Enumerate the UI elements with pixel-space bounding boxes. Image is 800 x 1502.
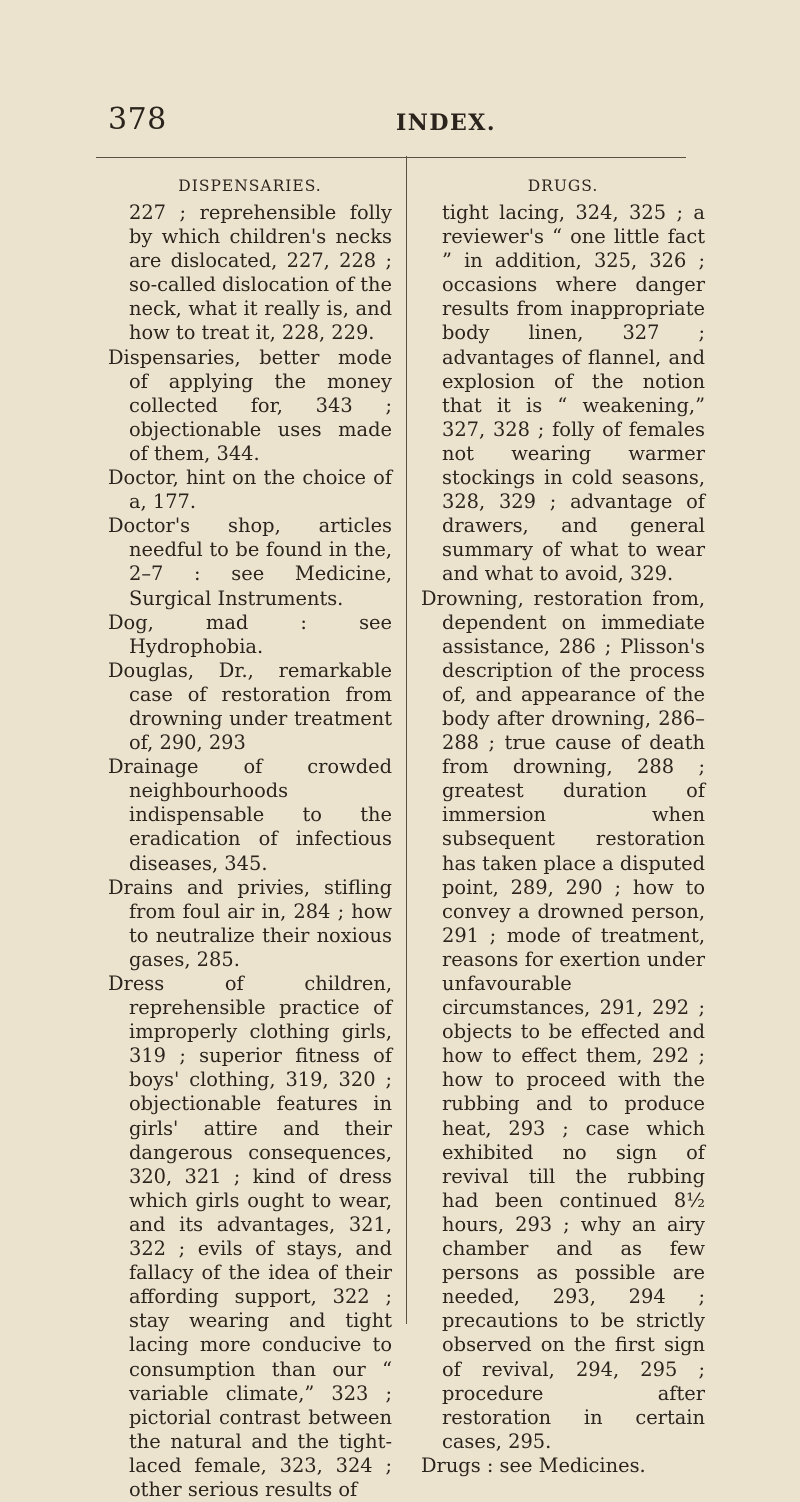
- page-header: [108, 102, 670, 142]
- left-column: [108, 174, 392, 1502]
- right-column-head: DRUGS.: [527, 177, 599, 195]
- index-entry: Dog, mad : see Hydrophobia.: [108, 610, 392, 658]
- index-entry: Drainage of crowded neighbourhoods indispensable to the eradication of infectious diseases, 345.: [108, 755, 392, 875]
- index-entry: Dress of children, reprehensible practice of improperly clothing girls, 319 ; superior fitness of boys' clothing, 319, 320 ; objectionable features in girls' attire and their dangerous consequences, 320, 321 ; kind of dress which girls ought to wear, and its advantages, 321, 322 ; evils of stays, and fallacy of the idea of their affording support, 322 ; stay wearing and tight lacing more conducive to consumption than our “ variable climate,” 323 ; pictorial contrast between the natural and the tight-laced female, 323, 324 ; other serious results of: [108, 972, 392, 1501]
- index-entry: Dispensaries, better mode of applying the money collected for, 343 ; objectionable uses made of them, 344.: [108, 345, 392, 465]
- column-divider: [406, 156, 407, 1324]
- index-entry: Doctor's shop, articles needful to be found in the, 2–7 : see Medicine, Surgical Instruments.: [108, 514, 392, 610]
- right-column: [421, 174, 705, 1478]
- running-head: INDEX.: [396, 110, 496, 136]
- header-rule: [96, 157, 686, 158]
- index-entry: Douglas, Dr., remarkable case of restoration from drowning under treatment of, 290, 293: [108, 658, 392, 755]
- index-entry: 227 ; reprehensible folly by which children's necks are dislocated, 227, 228 ; so-called dislocation of the neck, what it really is, and how to treat it, 228, 229.: [129, 201, 393, 345]
- index-entry: tight lacing, 324, 325 ; a reviewer's “ one little fact ” in addition, 325, 326 ; occasions where danger results from inappropriate body linen, 327 ; advantages of flannel, and explosion of the notion that it is “ weakening,” 327, 328 ; folly of females not wearing warmer stockings in cold seasons, 328, 329 ; advantage of drawers, and general summary of what to wear and what to avoid, 329.: [442, 201, 705, 586]
- left-column-head: DISPENSARIES.: [178, 177, 322, 195]
- index-entry: Drowning, restoration from, dependent on immediate assistance, 286 ; Plisson's description of the process of, and appearance of the body after drowning, 286–288 ; true cause of death from drowning, 288 ; greatest duration of immersion when subsequent restoration has taken place a disputed point, 289, 290 ; how to convey a drowned person, 291 ; mode of treatment, reasons for exertion under unfavourable circumstances, 291, 292 ; objects to be effected and how to effect them, 292 ; how to proceed with the rubbing and to produce heat, 293 ; case which exhibited no sign of revival till the rubbing had been continued 8½ hours, 293 ; why an airy chamber and as few persons as possible are needed, 293, 294 ; precautions to be strictly observed on the first sign of revival, 294, 295 ; procedure after restoration in certain cases, 295.: [421, 586, 705, 1453]
- index-entry: Drains and privies, stifling from foul air in, 284 ; how to neutralize their noxious gases, 285.: [108, 875, 392, 971]
- page-number: 378: [108, 102, 167, 137]
- index-entry: Doctor, hint on the choice of a, 177.: [108, 466, 392, 514]
- index-entry: Drugs : see Medicines.: [421, 1453, 646, 1477]
